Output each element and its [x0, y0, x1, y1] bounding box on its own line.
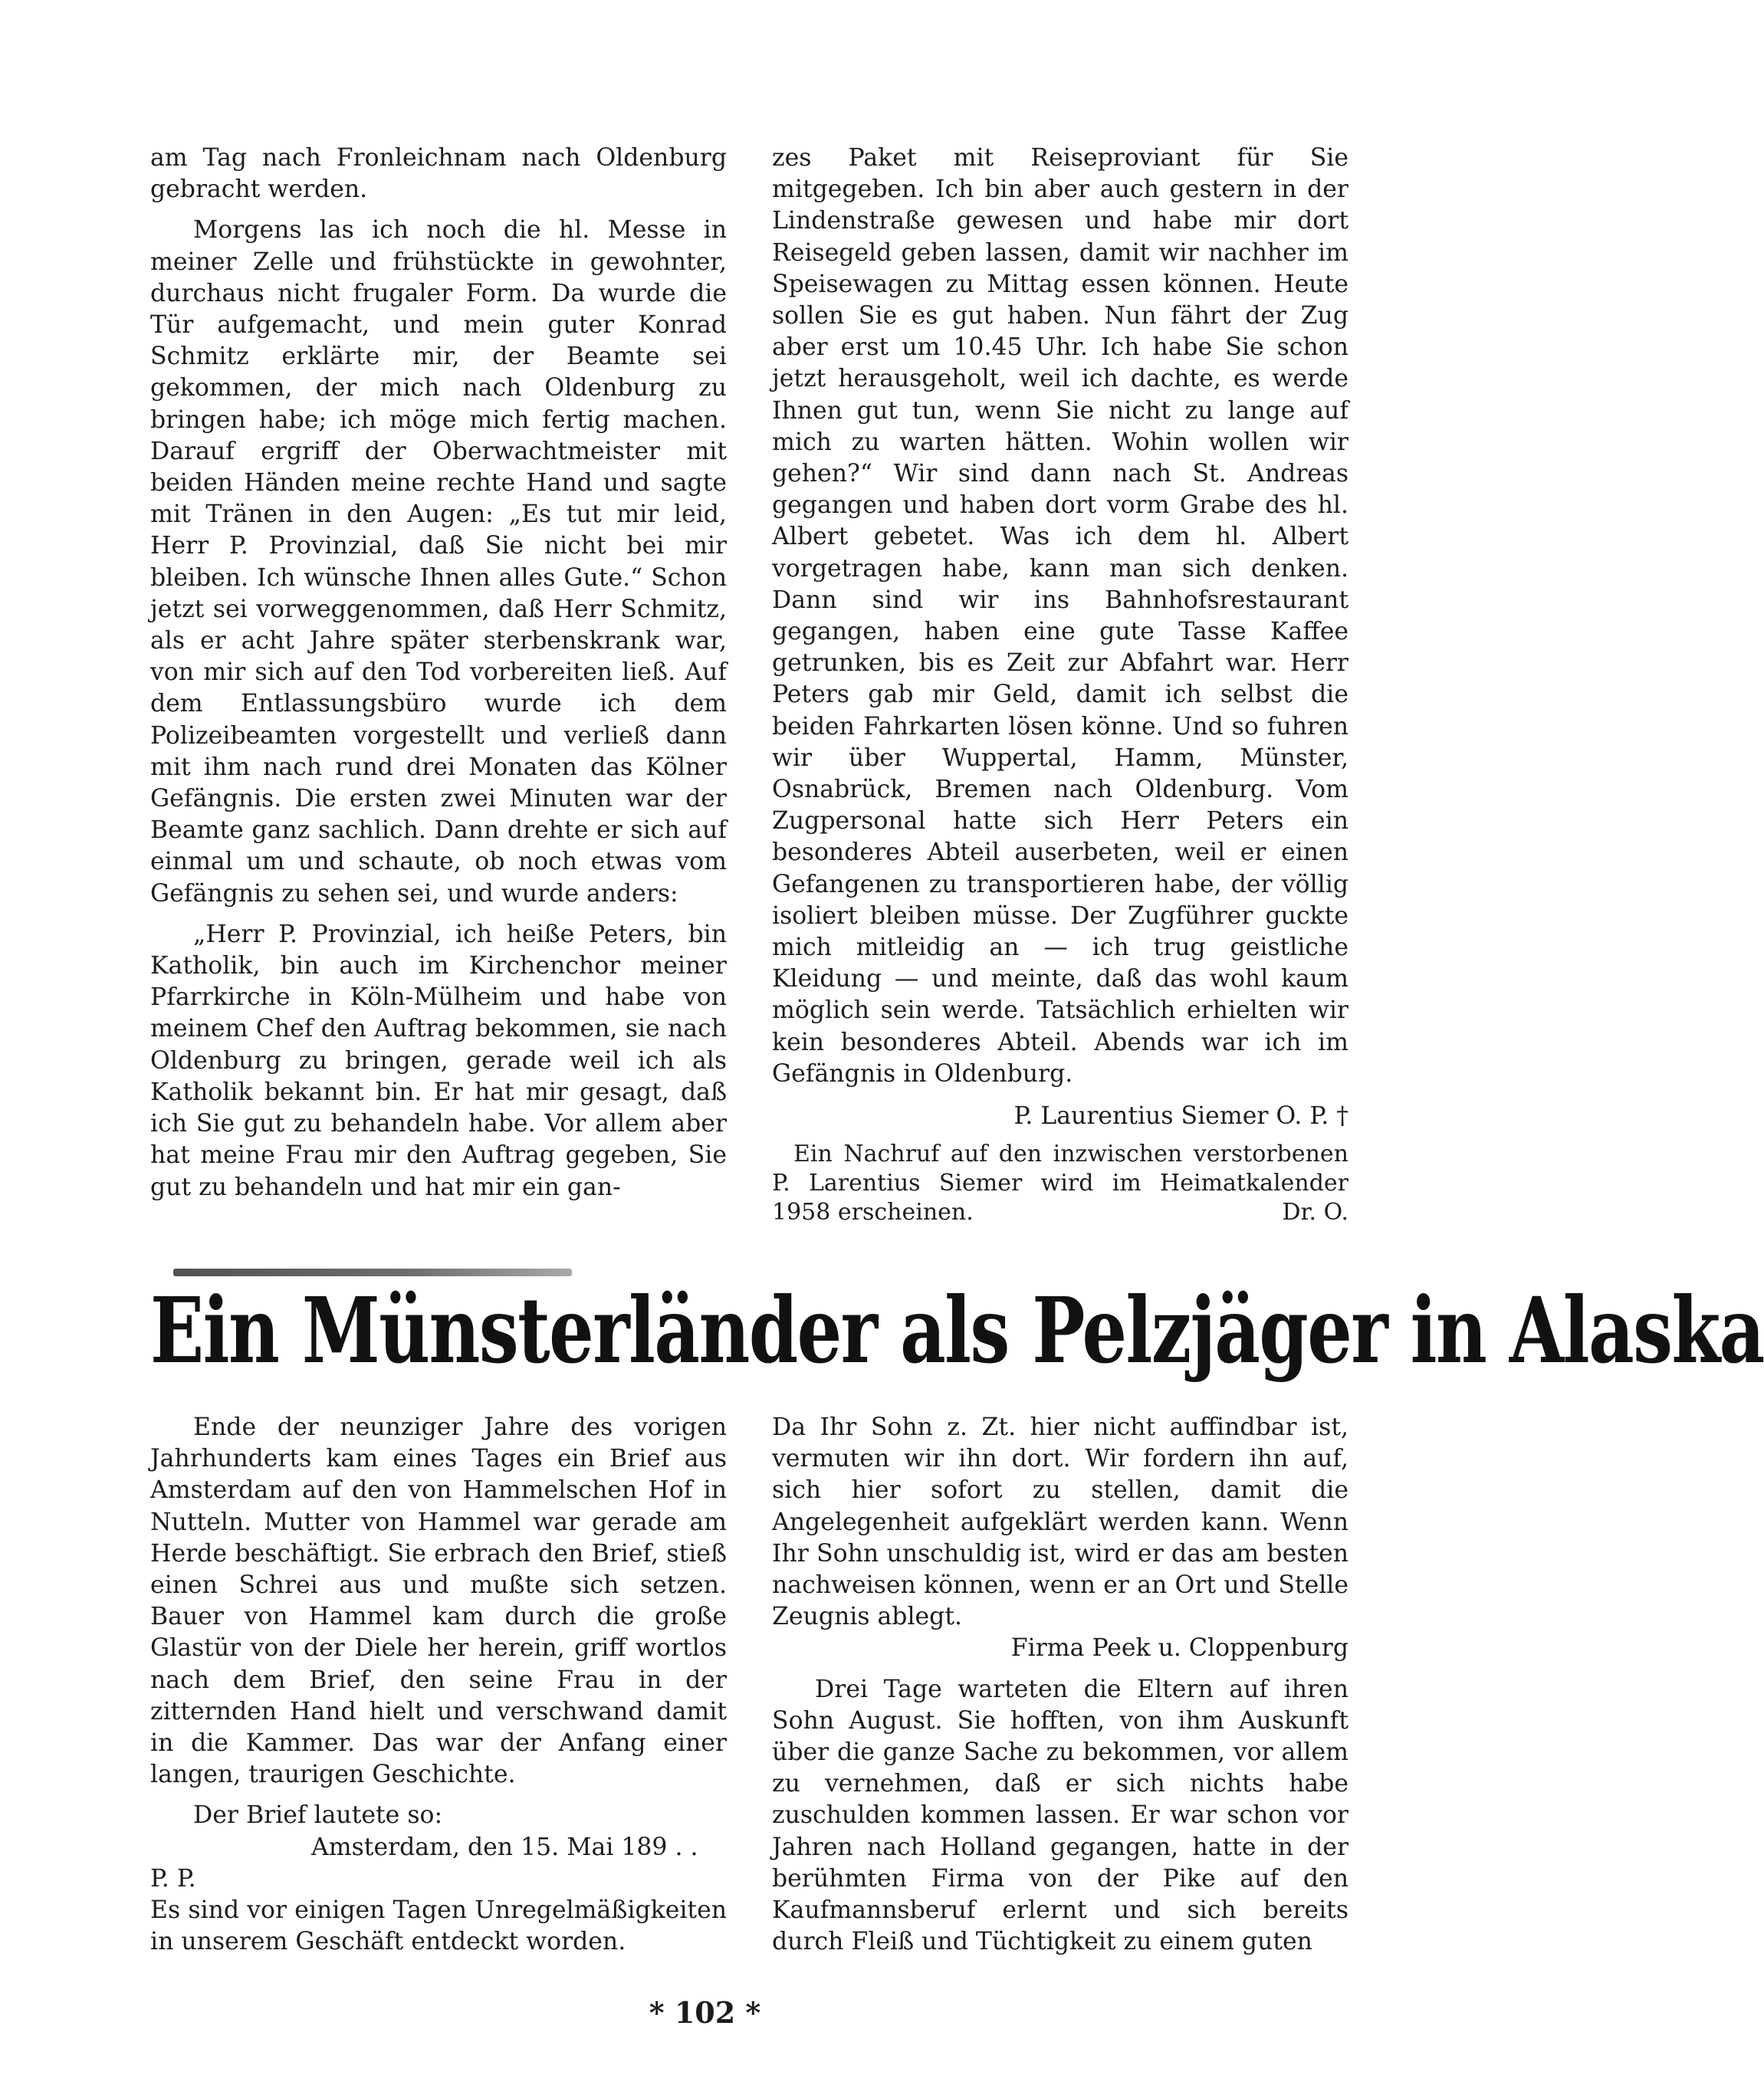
- author-signature: P. Laurentius Siemer O. P. †: [1013, 1102, 1348, 1131]
- article2-right-column: [772, 1412, 1348, 1958]
- article1-right-column: [772, 143, 1348, 1227]
- paragraph: am Tag nach Fronleichnam nach Oldenburg gebracht werden.: [150, 144, 727, 204]
- letter-body: Es sind vor einigen Tagen Unregelmäßigkeiten in unserem Geschäft entdeckt worden.: [150, 1896, 727, 1956]
- letter-salutation: P. P.: [150, 1864, 196, 1893]
- paragraph: Morgens las ich noch die hl. Messe in meiner Zelle und frühstückte in gewohnter, durchaus nicht frugaler Form. Da wurde die Tür aufgemacht, und mein guter Konrad Schmitz erklärte mir, der Beamte sei gekommen, der mich nach Oldenburg zu bringen habe; ich möge mich fertig machen. Darauf ergriff der Oberwachtmeister mit beiden Händen meine rechte Hand und sagte mit Tränen in den Augen: „Es tut mir leid, Herr P. Provinzial, daß Sie nicht bei mir bleiben. Ich wünsche Ihnen alles Gute.“ Schon jetzt sei vorweggenommen, daß Herr Schmitz, als er acht Jahre später sterbenskrank war, von mir sich auf den Tod vorbereiten ließ. Auf dem Entlassungsbüro wurde ich dem Polizeibeamten vorgestellt und verließ dann mit ihm nach rund drei Monaten das Kölner Gefängnis. Die ersten zwei Minuten war der Beamte ganz sachlich. Dann drehte er sich auf einmal um und schaute, ob noch etwas vom Gefängnis zu sehen sei, und wurde anders:: [150, 216, 727, 908]
- article2-left-column: [150, 1412, 727, 1958]
- page-number: * 102 *: [649, 1995, 761, 2030]
- letter-intro: Der Brief lautete so:: [193, 1801, 443, 1830]
- paragraph: Drei Tage warteten die Eltern auf ihren Sohn August. Sie hofften, von ihm Auskunft über die ganze Sache zu bekommen, vor allem zu vernehmen, daß er sich nichts habe zuschulden kommen lassen. Er war schon vor Jahren nach Holland gegangen, hatte in der berühmten Firma von der Pike auf den Kaufmannsberuf erlernt und sich bereits durch Fleiß und Tüchtigkeit zu einem guten: [772, 1675, 1348, 1956]
- letter-continuation: Da Ihr Sohn z. Zt. hier nicht auffindbar ist, vermuten wir ihn dort. Wir fordern ihn auf, sich hier sofort zu stellen, damit die Angelegenheit aufgeklärt werden kann. Wenn Ihr Sohn unschuldig ist, wird er das am besten nachweisen können, wenn er an Ort und Stelle Zeugnis ablegt.: [772, 1413, 1348, 1631]
- editorial-note: [772, 1140, 1348, 1227]
- note-signature: Dr. O.: [1282, 1199, 1348, 1226]
- article1-left-column: [150, 143, 727, 1203]
- article-headline: Ein Münsterländer als Pelzjäger in Alaska: [150, 1277, 1764, 1384]
- letter-dateline: Amsterdam, den 15. Mai 189 . .: [311, 1833, 698, 1861]
- paragraph: „Herr P. Provinzial, ich heiße Peters, bin Katholik, bin auch im Kirchenchor meiner Pfarrkirche in Köln-Mülheim und habe von meinem Chef den Auftrag bekommen, sie nach Oldenburg zu bringen, gerade weil ich als Katholik bekannt bin. Er hat mir gesagt, daß ich Sie gut zu behandeln habe. Vor allem aber hat meine Frau mir den Auftrag gegeben, Sie gut zu behandeln und hat mir ein gan-: [150, 920, 727, 1201]
- note-text: Ein Nachruf auf den inzwischen verstorbenen P. Larentius Siemer wird im Heimatkalender 1958 erscheinen.: [772, 1141, 1348, 1226]
- decorative-rule: [173, 1269, 572, 1276]
- letter-signature: Firma Peek u. Cloppenburg: [1010, 1634, 1348, 1663]
- paragraph: zes Paket mit Reiseproviant für Sie mitgegeben. Ich bin aber auch gestern in der Lindenstraße gewesen und habe mir dort Reisegeld geben lassen, damit wir nachher im Speisewagen zu Mittag essen können. Heute sollen Sie es gut haben. Nun fährt der Zug aber erst um 10.45 Uhr. Ich habe Sie schon jetzt herausgeholt, weil ich dachte, es werde Ihnen gut tun, wenn Sie nicht zu lange auf mich zu warten hätten. Wohin wollen wir gehen?“ Wir sind dann nach St. Andreas gegangen und haben dort vorm Grabe des hl. Albert gebetet. Was ich dem hl. Albert vorgetragen habe, kann man sich denken. Dann sind wir ins Bahnhofsrestaurant gegangen, haben eine gute Tasse Kaffee getrunken, bis es Zeit zur Abfahrt war. Herr Peters gab mir Geld, damit ich selbst die beiden Fahrkarten lösen könne. Und so fuhren wir über Wuppertal, Hamm, Münster, Osnabrück, Bremen nach Oldenburg. Vom Zugpersonal hatte sich Herr Peters ein besonderes Abteil auserbeten, weil er einen Gefangenen zu transportieren habe, der völlig isoliert bleiben müsse. Der Zugführer guckte mich mitleidig an — ich trug geistliche Kleidung — und meinte, daß das wohl kaum möglich sein werde. Tatsächlich erhielten wir kein besonderes Abteil. Abends war ich im Gefängnis in Oldenburg.: [772, 144, 1348, 1088]
- paragraph: Ende der neunziger Jahre des vorigen Jahrhunderts kam eines Tages ein Brief aus Amsterdam auf den von Hammelschen Hof in Nutteln. Mutter von Hammel war gerade am Herde beschäftigt. Sie erbrach den Brief, stieß einen Schrei aus und mußte sich setzen. Bauer von Hammel kam durch die große Glastür von der Diele her herein, griff wortlos nach dem Brief, den seine Frau in der zitternden Hand hielt und verschwand damit in die Kammer. Das war der Anfang einer langen, traurigen Geschichte.: [150, 1413, 727, 1789]
